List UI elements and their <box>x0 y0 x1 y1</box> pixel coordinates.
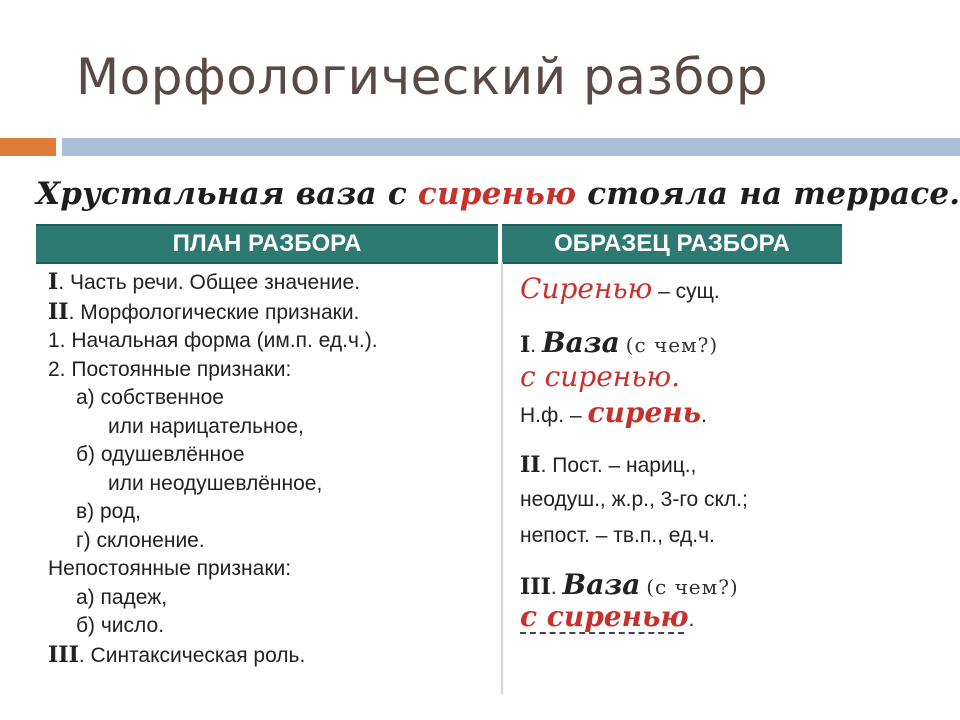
plan-item: б) число. <box>76 614 165 637</box>
sample-s1-question: (с чем?) <box>625 333 719 357</box>
sample-nf-dot: . <box>701 404 707 427</box>
sample-section-2 <box>520 452 696 478</box>
sample-s2-line1: . Пост. – нариц., <box>540 454 697 477</box>
sample-s3-answer: с сиренью <box>520 600 689 633</box>
sample-nf-value: сирень <box>587 396 702 429</box>
roman-numeral: III <box>48 641 79 668</box>
plan-item: б) одушевлённое <box>76 443 245 466</box>
plan-item: г) склонение. <box>76 528 205 552</box>
sample-s1-answer-line <box>520 360 680 393</box>
sample-word-pos: – сущ. <box>652 280 720 303</box>
plan-item: или неодушевлённое, <box>108 471 323 495</box>
plan-item: в) род, <box>76 500 141 523</box>
plan-item-text: . Синтаксическая роль. <box>78 643 306 667</box>
roman-numeral: II <box>520 452 541 478</box>
sample-s2-line3: непост. – тв.п., ед.ч. <box>520 524 715 547</box>
sample-nf-label: Н.ф. – <box>520 404 588 427</box>
sentence-before: Хрустальная ваза с <box>36 176 418 212</box>
column-divider <box>501 262 503 694</box>
plan-item <box>48 298 498 328</box>
plan-item-text: . Часть речи. Общее значение. <box>58 271 361 294</box>
sample-header: ОБРАЗЕЦ РАЗБОРА <box>502 224 842 264</box>
sentence-after: стояла на террасе. <box>576 176 960 212</box>
plan-header: ПЛАН РАЗБОРА <box>36 224 498 264</box>
sample-s2-line2: неодуш., ж.р., 3-го скл.; <box>520 488 748 511</box>
plan-item: 2. Постоянные признаки: <box>48 357 292 381</box>
plan-item: или нарицательное, <box>108 414 304 438</box>
roman-numeral: I <box>48 269 59 295</box>
plan-column <box>48 268 498 670</box>
roman-numeral: III <box>520 574 551 600</box>
roman-numeral: I <box>520 332 531 358</box>
sample-s3-answer-line <box>520 600 694 633</box>
accent-bar-orange <box>0 138 56 156</box>
plan-item: а) падеж, <box>76 585 168 609</box>
sample-nf-line <box>520 396 707 429</box>
sentence-highlight: сиренью <box>417 176 577 212</box>
plan-item-text: . Морфологические признаки. <box>68 300 360 324</box>
sample-s3-dot: . <box>688 608 695 631</box>
dashed-underline <box>520 632 684 634</box>
plan-item: а) собственное <box>76 386 224 409</box>
sample-word: Сиренью <box>520 272 653 305</box>
plan-item: 1. Начальная форма (им.п. ед.ч.). <box>48 329 378 352</box>
sample-word-line <box>520 272 720 305</box>
accent-bar-blue <box>62 138 960 156</box>
sample-section-1: I. Ваза (с чем?) <box>520 326 719 359</box>
example-sentence <box>36 176 960 212</box>
sample-s3-question: (с чем?) <box>646 575 739 599</box>
plan-item: Непостоянные признаки: <box>48 557 292 580</box>
plan-item <box>48 268 498 298</box>
sample-section-3: III. Ваза (с чем?) <box>520 568 739 601</box>
sample-s1-dot: . <box>671 360 681 393</box>
sample-s1-word: Ваза <box>541 326 620 359</box>
sample-s3-word: Ваза <box>562 568 641 601</box>
plan-item <box>48 641 498 671</box>
roman-numeral: II <box>48 298 69 325</box>
sample-s1-answer: с сиренью <box>520 360 672 393</box>
slide-title: Морфологический разбор <box>76 48 769 106</box>
